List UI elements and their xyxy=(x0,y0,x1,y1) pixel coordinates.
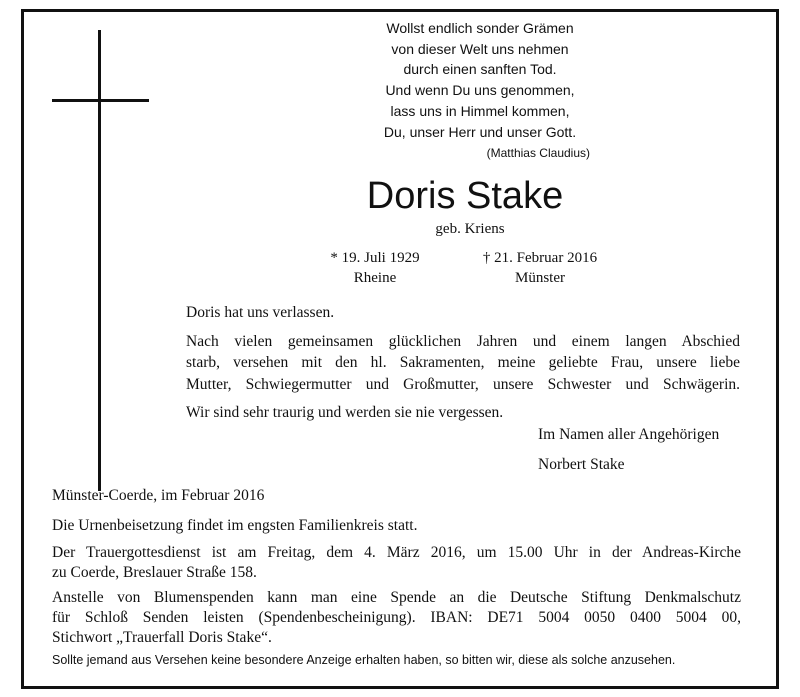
death-place: Münster xyxy=(515,270,565,286)
signature-on-behalf: Im Namen aller Angehörigen xyxy=(538,426,720,443)
place-date: Münster-Coerde, im Februar 2016 xyxy=(52,487,265,504)
message-body-line: Nach vielen gemeinsamen glücklichen Jahren und einem langen Abschied xyxy=(186,332,740,350)
urn-burial-info: Die Urnenbeisetzung findet im engsten Familienkreis statt. xyxy=(52,517,418,534)
deceased-name: Doris Stake xyxy=(366,175,564,217)
donation-line: für Schloß Senden leisten (Spendenbescheinigung). IBAN: DE71 5004 0050 0400 5004 00, xyxy=(52,609,741,626)
message-body-line: Mutter, Schwiegermutter und Großmutter, unsere Schwester und Schwägerin. xyxy=(186,375,740,393)
footer-note: Sollte jemand aus Versehen keine besondere Anzeige erhalten haben, so bitten wir, diese als solche anzusehen. xyxy=(52,653,676,667)
birth-info xyxy=(305,248,445,288)
poem-line: lass uns in Himmel kommen, xyxy=(390,102,570,119)
donation-info xyxy=(52,588,741,648)
service-line: zu Coerde, Breslauer Straße 158. xyxy=(52,564,257,581)
donation-line: Stichwort „Trauerfall Doris Stake“. xyxy=(52,629,272,646)
donation-line: Anstelle von Blumenspenden kann man eine Spende an die Deutsche Stiftung Denkmalschutz xyxy=(52,589,741,606)
poem-line: durch einen sanften Tod. xyxy=(403,61,557,78)
funeral-service-info xyxy=(52,543,741,583)
birth-place: Rheine xyxy=(353,270,397,286)
maiden-name: geb. Kriens xyxy=(435,221,505,237)
poem-author: (Matthias Claudius) xyxy=(486,146,590,161)
service-line: Der Trauergottesdienst ist am Freitag, dem 4. März 2016, um 15.00 Uhr in der Andreas-Kirche xyxy=(52,544,741,561)
cross-icon-bar xyxy=(52,99,149,102)
death-info xyxy=(460,248,620,288)
signature-name: Norbert Stake xyxy=(538,456,625,473)
death-date: † 21. Februar 2016 xyxy=(482,250,598,266)
poem xyxy=(315,18,645,162)
poem-line: von dieser Welt uns nehmen xyxy=(391,40,569,57)
message-closing: Wir sind sehr traurig und werden sie nie vergessen. xyxy=(186,404,504,421)
message-body-line: starb, versehen mit den hl. Sakramenten, meine geliebte Frau, unsere liebe xyxy=(186,354,740,371)
poem-line: Und wenn Du uns genommen, xyxy=(385,82,575,99)
poem-line: Du, unser Herr und unser Gott. xyxy=(383,123,577,140)
poem-line: Wollst endlich sonder Grämen xyxy=(386,20,574,36)
obituary-message xyxy=(186,302,740,424)
message-intro: Doris hat uns verlassen. xyxy=(186,304,335,321)
birth-date: * 19. Juli 1929 xyxy=(330,250,420,266)
